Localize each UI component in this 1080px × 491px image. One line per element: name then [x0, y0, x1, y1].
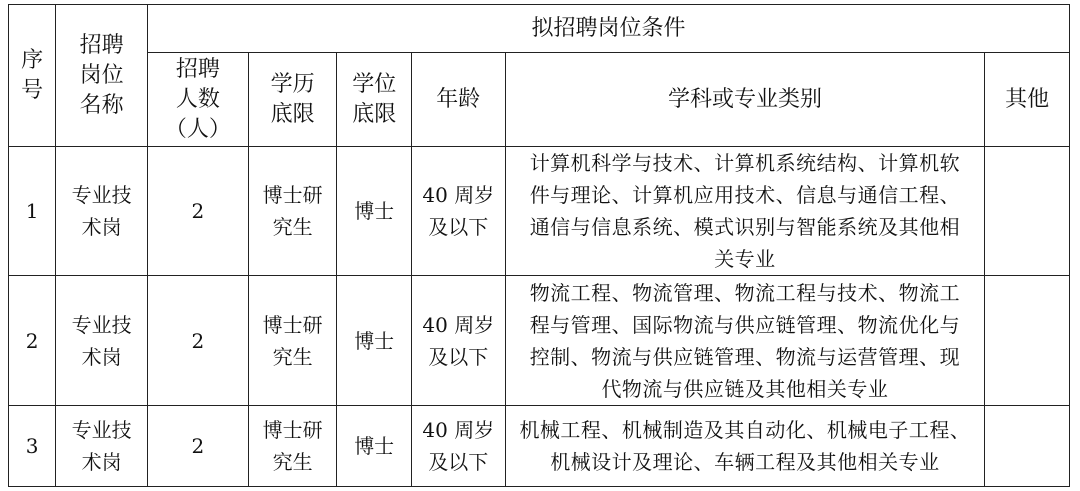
- header-degree: 学位 底限: [337, 53, 412, 147]
- cell-major: 物流工程、物流管理、物流工程与技术、物流工 程与管理、国际物流与供应链管理、物流优化与 控制、物流与供应链管理、物流与运营管理、现 代物流与供应链及其他相关专业: [505, 276, 985, 406]
- cell-seq: 1: [9, 147, 56, 276]
- cell-degree: 博士: [337, 406, 412, 487]
- cell-other: [985, 406, 1070, 487]
- cell-count: 2: [148, 147, 249, 276]
- cell-seq: 3: [9, 406, 56, 487]
- cell-count: 2: [148, 406, 249, 487]
- cell-education: 博士研 究生: [248, 147, 337, 276]
- header-count: 招聘 人数 （人）: [148, 53, 249, 147]
- cell-major: 计算机科学与技术、计算机系统结构、计算机软 件与理论、计算机应用技术、信息与通信工程、 通信与信息系统、模式识别与智能系统及其他相 关专业: [505, 147, 985, 276]
- cell-education: 博士研 究生: [248, 276, 337, 406]
- header-other: 其他: [985, 53, 1070, 147]
- cell-age: 40 周岁 及以下: [411, 406, 505, 487]
- header-position-name: 招聘 岗位 名称: [56, 5, 148, 147]
- cell-major: 机械工程、机械制造及其自动化、机械电子工程、 机械设计及理论、车辆工程及其他相关专业: [505, 406, 985, 487]
- cell-count: 2: [148, 276, 249, 406]
- cell-position: 专业技 术岗: [56, 406, 148, 487]
- header-major: 学科或专业类别: [505, 53, 985, 147]
- cell-position: 专业技 术岗: [56, 147, 148, 276]
- cell-position: 专业技 术岗: [56, 276, 148, 406]
- cell-seq: 2: [9, 276, 56, 406]
- cell-degree: 博士: [337, 276, 412, 406]
- table-row: [9, 147, 1070, 276]
- cell-other: [985, 276, 1070, 406]
- cell-age: 40 周岁 及以下: [411, 147, 505, 276]
- table-row: [9, 406, 1070, 487]
- recruitment-table: [8, 4, 1070, 487]
- header-age: 年龄: [411, 53, 505, 147]
- header-education: 学历 底限: [248, 53, 337, 147]
- header-seq: 序 号: [9, 5, 56, 147]
- header-conditions-title: 拟招聘岗位条件: [148, 5, 1070, 53]
- cell-education: 博士研 究生: [248, 406, 337, 487]
- cell-other: [985, 147, 1070, 276]
- cell-degree: 博士: [337, 147, 412, 276]
- cell-age: 40 周岁 及以下: [411, 276, 505, 406]
- table-row: [9, 276, 1070, 406]
